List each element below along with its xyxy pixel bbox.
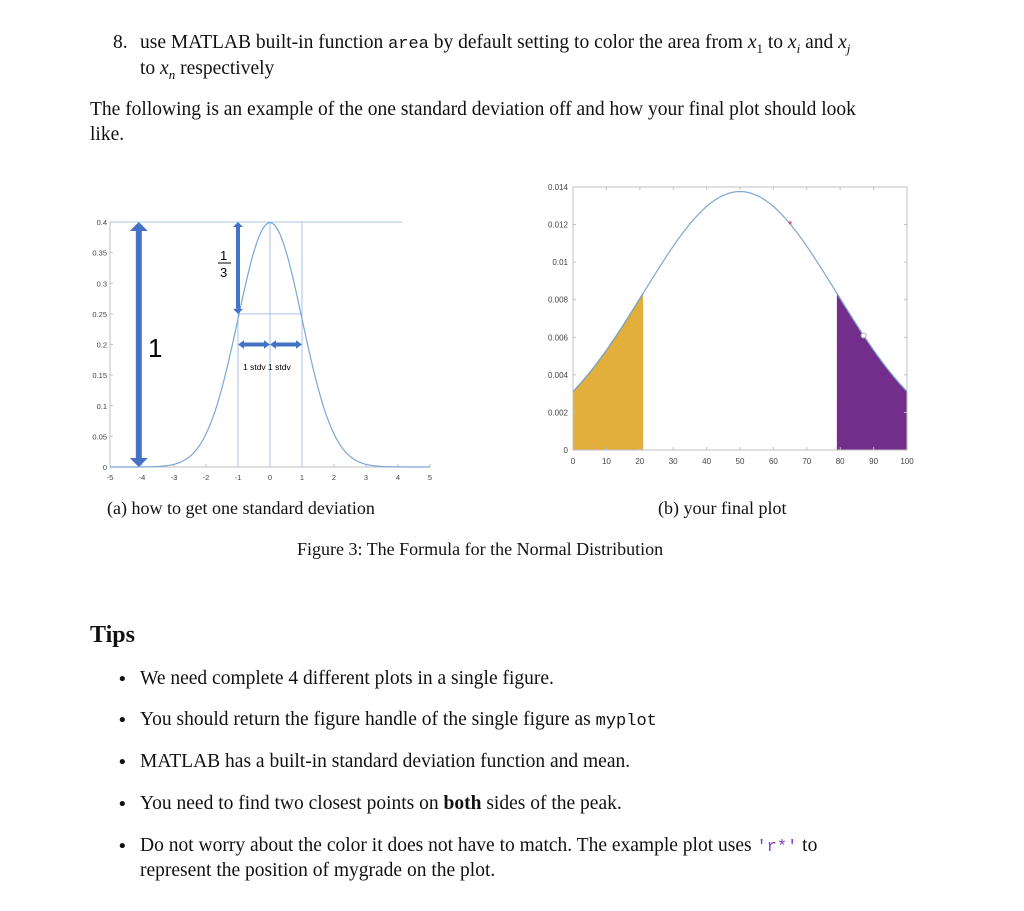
arrow-stdv-right-head-left bbox=[270, 340, 276, 348]
tip-2-text: You should return the figure handle of the single figure as bbox=[140, 709, 591, 730]
chart-b-xtick-label: 20 bbox=[635, 457, 645, 466]
chart-b-xtick-label: 40 bbox=[702, 457, 712, 466]
arrow-full-height-head-top bbox=[130, 222, 148, 231]
math-xj: $x_j$ bbox=[838, 32, 851, 56]
chart-b-ytick-label: 0.006 bbox=[547, 333, 568, 343]
step-text-before: use MATLAB built-in function bbox=[140, 32, 384, 53]
chart-b-ytick-label: 0.004 bbox=[547, 370, 568, 380]
bullet-3: • bbox=[117, 752, 128, 773]
figure-caption: Figure 3: The Formula for the Normal Distribution bbox=[297, 539, 664, 559]
chart-b-xtick-label: 80 bbox=[835, 457, 845, 466]
arrow-stdv-left-head-right bbox=[264, 340, 270, 348]
chart-b-ytick-label: 0.014 bbox=[547, 183, 568, 192]
chart-b-ytick-label: 0 bbox=[563, 446, 568, 455]
arrow-one-third-shaft bbox=[236, 227, 240, 309]
step-8-number: 8. bbox=[113, 32, 128, 53]
chart-b-xtick-label: 0 bbox=[570, 457, 576, 466]
step-8-line2 bbox=[140, 56, 274, 87]
arrow-full-height-head-bottom bbox=[130, 458, 148, 467]
tips-heading: Tips bbox=[90, 622, 135, 648]
chart-b-ytick-label: 0.01 bbox=[552, 258, 568, 268]
chart-a-ytick-label: 0.15 bbox=[92, 371, 107, 381]
chart-b-area-2 bbox=[837, 293, 907, 450]
chart-a-xtick-label: 3 bbox=[363, 473, 369, 482]
tip-1: We need complete 4 different plots in a single figure. bbox=[140, 668, 554, 689]
math-xn: $x_n$ bbox=[160, 58, 176, 82]
subcaption-a: (a) how to get one standard deviation bbox=[107, 498, 375, 518]
stdv-label: 1 stdv 1 stdv bbox=[243, 362, 291, 372]
chart-a-layer bbox=[92, 218, 432, 482]
chart-b-xtick-label: 60 bbox=[768, 457, 778, 466]
chart-a-ytick-label: 0.25 bbox=[92, 309, 107, 319]
arrow-stdv-right-head-right bbox=[296, 340, 302, 348]
chart-b-xtick-label: 50 bbox=[735, 457, 745, 466]
bullet-5: • bbox=[117, 836, 128, 857]
arrow-one-third-head-bottom bbox=[233, 309, 243, 314]
chart-b-marker-star: * bbox=[787, 218, 793, 231]
arrow-one-third-head-top bbox=[233, 222, 243, 227]
chart-b-ytick-label: 0.008 bbox=[547, 295, 568, 305]
chart-a-xtick-label: 2 bbox=[331, 473, 337, 482]
code-r-star: 'r*' bbox=[756, 838, 798, 857]
arrow-stdv-right-shaft bbox=[276, 343, 296, 347]
bullet-1: • bbox=[117, 669, 128, 690]
math-to-1: to bbox=[767, 32, 784, 53]
big-one-label: 1 bbox=[148, 333, 163, 363]
chart-b bbox=[530, 175, 920, 475]
chart-a-xtick-label: -1 bbox=[234, 473, 242, 482]
bullet-4: • bbox=[117, 794, 128, 815]
chart-a-ytick-label: 0.4 bbox=[96, 218, 107, 227]
math-xi: $x_i$ bbox=[787, 32, 801, 56]
code-area: area bbox=[388, 35, 429, 54]
chart-a-ytick-label: 0.35 bbox=[92, 248, 107, 258]
frac-numerator: 1 bbox=[220, 248, 228, 263]
chart-b-xtick-label: 30 bbox=[668, 457, 678, 466]
step-text-after: by default setting to color the area from bbox=[433, 32, 743, 53]
bullet-2: • bbox=[117, 710, 128, 731]
chart-a-xtick-label: 0 bbox=[267, 473, 273, 482]
chart-a-xtick-label: -3 bbox=[170, 473, 178, 482]
tip-3: MATLAB has a built-in standard deviation function and mean. bbox=[140, 751, 631, 772]
chart-a-xtick-label: 4 bbox=[395, 473, 401, 482]
chart-a-ytick-label: 0.2 bbox=[96, 340, 107, 350]
chart-a-xtick-label: 1 bbox=[299, 473, 305, 482]
chart-b-xtick-label: 10 bbox=[601, 457, 611, 466]
tip-5-before: Do not worry about the color it does not have to match. The example plot uses bbox=[140, 835, 752, 856]
chart-b-xtick-label: 70 bbox=[802, 457, 812, 466]
math-x1: $x_1$ bbox=[747, 32, 763, 56]
tip-4-before: You need to find two closest points on bbox=[140, 793, 439, 814]
chart-a bbox=[90, 205, 435, 490]
tip-5-line2: represent the position of mygrade on the plot. bbox=[140, 860, 496, 881]
arrow-stdv-left-shaft bbox=[244, 343, 264, 347]
intro-line2: like. bbox=[90, 124, 125, 145]
tip-5-after: to bbox=[802, 835, 818, 856]
arrow-full-height-shaft bbox=[136, 231, 142, 458]
math-and: and bbox=[805, 32, 834, 53]
step-line2-tail: respectively bbox=[180, 58, 275, 79]
tip-5-line1 bbox=[140, 833, 960, 860]
code-myplot: myplot bbox=[595, 712, 657, 731]
chart-b-area-1 bbox=[573, 293, 643, 450]
tip-2 bbox=[140, 707, 960, 734]
frac-denominator: 3 bbox=[220, 265, 228, 280]
tip-4-after: sides of the peak. bbox=[486, 793, 622, 814]
arrow-stdv-left-head-left bbox=[238, 340, 244, 348]
chart-a-ytick-label: 0.3 bbox=[96, 279, 107, 289]
chart-a-xtick-label: -4 bbox=[138, 473, 146, 482]
chart-b-ytick-label: 0.012 bbox=[547, 220, 568, 230]
chart-a-xtick-label: 5 bbox=[427, 473, 433, 482]
chart-a-ytick-label: 0.1 bbox=[96, 401, 107, 411]
chart-a-xtick-label: -2 bbox=[202, 473, 210, 482]
tip-4 bbox=[140, 791, 960, 816]
chart-b-xtick-label: 90 bbox=[869, 457, 879, 466]
tip-4-bold: both bbox=[443, 793, 482, 814]
chart-a-ytick-label: 0 bbox=[102, 463, 107, 472]
chart-b-marker-circle bbox=[861, 333, 866, 338]
math-to-2: to bbox=[140, 58, 156, 79]
intro-line1: The following is an example of the one standard deviation off and how your final plot should look bbox=[90, 99, 856, 120]
chart-b-layer bbox=[548, 183, 914, 466]
chart-a-ytick-label: 0.05 bbox=[92, 432, 107, 442]
chart-b-xtick-label: 100 bbox=[900, 457, 914, 466]
chart-a-xtick-label: -5 bbox=[106, 473, 114, 482]
chart-b-ytick-label: 0.002 bbox=[547, 408, 568, 418]
subcaption-b: (b) your final plot bbox=[658, 498, 787, 518]
